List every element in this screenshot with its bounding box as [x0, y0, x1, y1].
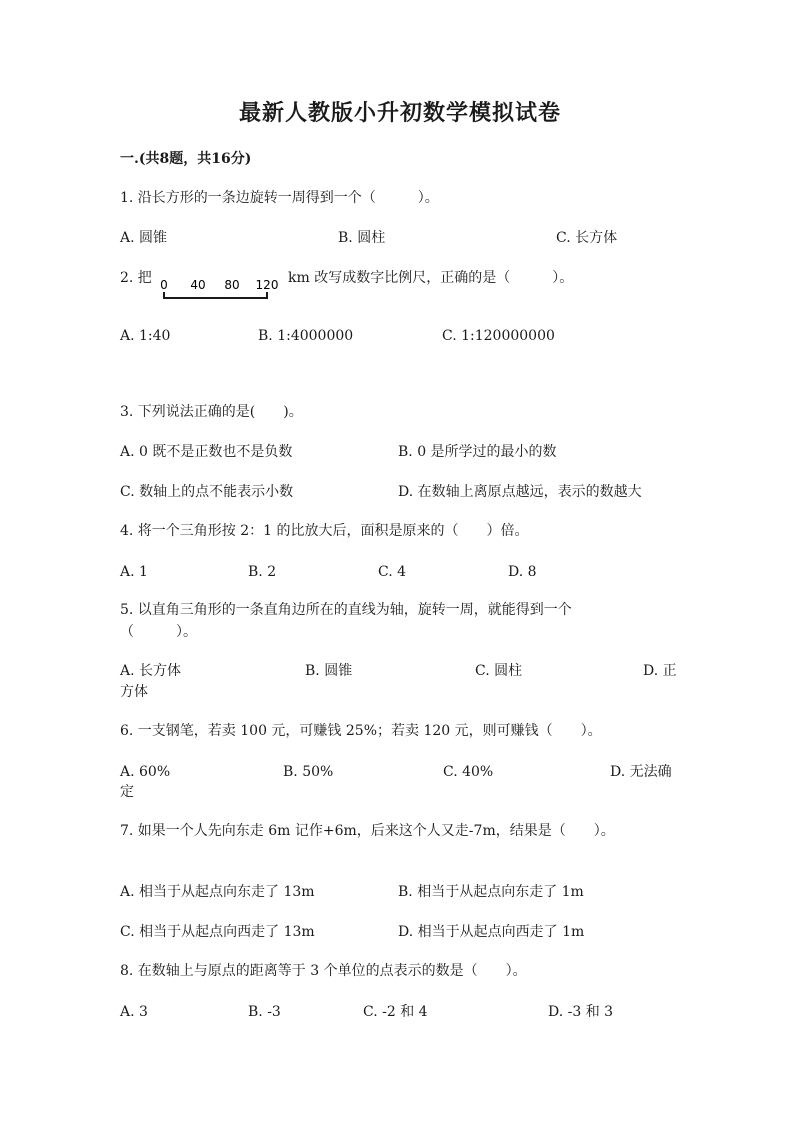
question-7-option-b: B. 相当于从起点向东走了 1m: [398, 884, 584, 900]
question-7-stem: 7. 如果一个人先向东走 6m 记作+6m，后来这个人又走-7m，结果是（ ）。: [120, 823, 615, 839]
question-3-option-b: B. 0 是所学过的最小的数: [398, 444, 557, 460]
question-5-stem-line1: 5. 以直角三角形的一条直角边所在的直线为轴，旋转一周，就能得到一个: [120, 602, 572, 618]
question-4-option-c: C. 4: [378, 564, 407, 580]
question-5-option-a: A. 长方体: [120, 663, 182, 679]
question-8-option-c: C. -2 和 4: [363, 1004, 428, 1020]
question-6-option-b: B. 50%: [283, 764, 334, 780]
question-7-option-a: A. 相当于从起点向东走了 13m: [120, 884, 315, 900]
question-6-option-c: C. 40%: [443, 764, 494, 780]
question-4-option-b: B. 2: [248, 564, 277, 580]
question-6-stem: 6. 一支钢笔，若卖 100 元，可赚钱 25%；若卖 120 元，则可赚钱（ ）。: [120, 723, 602, 739]
question-4-stem: 4. 将一个三角形按 2：1 的比放大后，面积是原来的（ ）倍。: [120, 523, 529, 539]
page-title: 最新人教版小升初数学模拟试卷: [238, 100, 561, 126]
question-2-option-c: C. 1:120000000: [442, 328, 555, 344]
question-8-option-b: B. -3: [248, 1004, 281, 1020]
question-6-option-a: A. 60%: [120, 764, 171, 780]
question-7-option-c: C. 相当于从起点向西走了 13m: [120, 924, 315, 940]
question-2-option-a: A. 1:40: [120, 328, 171, 344]
question-8-stem: 8. 在数轴上与原点的距离等于 3 个单位的点表示的数是（ ）。: [120, 963, 527, 979]
scale-label-120: 120: [255, 278, 279, 292]
question-4-option-d: D. 8: [508, 564, 537, 580]
question-5-option-d: D. 正: [643, 663, 677, 679]
scale-label-0: 0: [160, 278, 168, 292]
question-1-stem: 1. 沿长方形的一条边旋转一周得到一个（ ）。: [120, 190, 439, 206]
question-5-option-c: C. 圆柱: [475, 663, 523, 679]
question-1-option-b: B. 圆柱: [338, 230, 386, 246]
question-2-option-b: B. 1:4000000: [258, 328, 354, 344]
question-5-option-d-wrap: 方体: [120, 684, 148, 700]
question-5-option-b: B. 圆锥: [305, 663, 353, 679]
scale-label-40: 40: [190, 278, 206, 292]
scale-bar-figure: [156, 274, 284, 304]
question-2-stem-prefix: 2. 把: [120, 270, 152, 286]
question-1-option-a: A. 圆锥: [120, 230, 168, 246]
question-6-option-d: D. 无法确: [610, 764, 672, 780]
question-7-option-d: D. 相当于从起点向西走了 1m: [398, 924, 585, 940]
question-5-stem-line2: （ ）。: [120, 624, 197, 640]
scale-label-80: 80: [224, 278, 240, 292]
question-8-option-a: A. 3: [120, 1004, 148, 1020]
question-3-stem: 3. 下列说法正确的是( )。: [120, 404, 303, 420]
section-heading: 一.(共8题，共16分): [120, 151, 252, 167]
question-8-option-d: D. -3 和 3: [548, 1004, 614, 1020]
question-2-stem-suffix: km 改写成数字比例尺，正确的是（ ）。: [288, 270, 574, 286]
question-3-option-d: D. 在数轴上离原点越远，表示的数越大: [398, 484, 642, 500]
question-1-option-c: C. 长方体: [556, 230, 618, 246]
question-3-option-c: C. 数轴上的点不能表示小数: [120, 484, 294, 500]
question-4-option-a: A. 1: [120, 564, 148, 580]
question-6-option-d-wrap: 定: [120, 784, 134, 800]
question-3-option-a: A. 0 既不是正数也不是负数: [120, 444, 293, 460]
